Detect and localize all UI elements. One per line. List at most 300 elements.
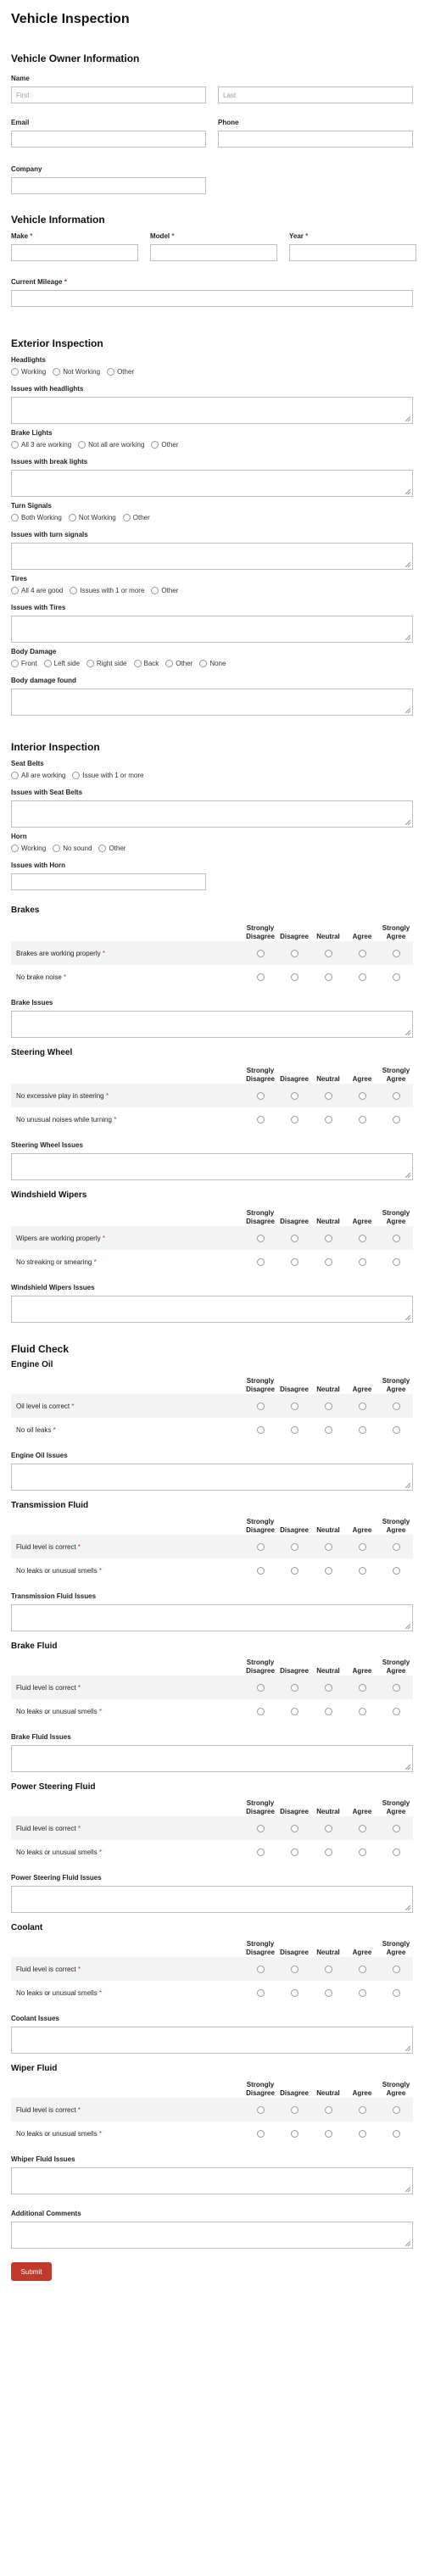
mileage-input[interactable]	[11, 290, 413, 307]
matrix-radio-button[interactable]	[359, 1116, 366, 1124]
matrix-column-header	[311, 1386, 345, 1394]
matrix-radio-button[interactable]	[393, 1402, 400, 1410]
matrix-radio-button[interactable]	[359, 1989, 366, 1997]
coolant-issues-label: Coolant Issues	[11, 2015, 59, 2022]
radio-button[interactable]	[165, 660, 173, 667]
matrix-radio-button[interactable]	[257, 1543, 265, 1551]
matrix-radio-button[interactable]	[359, 973, 366, 981]
radio-option[interactable]	[53, 845, 92, 852]
tires-issues-textarea[interactable]	[11, 616, 413, 643]
radio-option[interactable]	[151, 441, 178, 449]
radio-option[interactable]	[86, 660, 127, 667]
radio-button[interactable]	[86, 660, 94, 667]
matrix-radio-button[interactable]	[359, 1567, 366, 1575]
year-input[interactable]	[289, 244, 416, 261]
seat-belts-issues-textarea[interactable]	[11, 800, 413, 828]
matrix-radio-button[interactable]	[325, 1116, 332, 1124]
matrix-row	[11, 1084, 413, 1107]
matrix-cell	[277, 1235, 311, 1242]
brake-issues-textarea[interactable]	[11, 1011, 413, 1038]
matrix-radio-button[interactable]	[291, 950, 298, 957]
turn-signals-label: Turn Signals	[11, 502, 52, 510]
matrix-column-header-line: Disagree	[246, 1218, 275, 1225]
matrix-radio-button[interactable]	[291, 1825, 298, 1832]
radio-option[interactable]	[123, 514, 150, 521]
matrix-cell	[345, 2106, 379, 2114]
brakes-title: Brakes	[11, 906, 40, 915]
matrix-radio-button[interactable]	[325, 1258, 332, 1266]
matrix-radio-button[interactable]	[325, 1402, 332, 1410]
matrix-cell	[277, 1825, 311, 1832]
first-name-input[interactable]: First	[11, 86, 206, 103]
company-input[interactable]	[11, 177, 206, 194]
matrix-row-label	[11, 2106, 243, 2114]
matrix-radio-button[interactable]	[325, 1684, 332, 1692]
matrix-radio-button[interactable]	[291, 1092, 298, 1100]
matrix-cell	[311, 1965, 345, 1973]
radio-option[interactable]	[165, 660, 192, 667]
email-label: Email	[11, 119, 30, 126]
matrix-cell	[345, 1235, 379, 1242]
required-mark: *	[53, 1425, 56, 1434]
additional-comments-label: Additional Comments	[11, 2210, 81, 2217]
steering-wheel-issues-textarea[interactable]	[11, 1153, 413, 1180]
radio-option[interactable]	[11, 441, 71, 449]
matrix-column-header	[345, 2089, 379, 2098]
matrix-radio-button[interactable]	[393, 950, 400, 957]
wiper-fluid-group	[11, 2064, 413, 2205]
steering-wheel-issues-label: Steering Wheel Issues	[11, 1141, 83, 1149]
matrix-row-text: Fluid level is correct	[16, 2105, 76, 2114]
matrix-column-header-line: Disagree	[280, 1949, 309, 1956]
radio-button[interactable]	[78, 441, 86, 449]
radio-button[interactable]	[53, 368, 60, 376]
matrix-radio-button[interactable]	[291, 1543, 298, 1551]
matrix-column-header	[379, 1659, 413, 1676]
radio-option-label: Other	[161, 441, 179, 449]
radio-button[interactable]	[134, 660, 142, 667]
matrix-radio-button[interactable]	[359, 2106, 366, 2114]
matrix-cell	[345, 2130, 379, 2138]
required-mark: *	[77, 2105, 81, 2114]
matrix-radio-button[interactable]	[291, 973, 298, 981]
matrix-radio-button[interactable]	[291, 1258, 298, 1266]
matrix-row-label	[11, 1567, 243, 1575]
matrix-column-header	[345, 1667, 379, 1676]
brake-fluid-issues-textarea[interactable]	[11, 1745, 413, 1772]
matrix-radio-button[interactable]	[291, 2130, 298, 2138]
matrix-column-header	[311, 933, 345, 941]
matrix-radio-button[interactable]	[257, 1684, 265, 1692]
radio-button[interactable]	[11, 660, 19, 667]
phone-input[interactable]	[218, 131, 413, 148]
radio-option[interactable]	[53, 368, 100, 376]
windshield-wipers-issues-label: Windshield Wipers Issues	[11, 1284, 95, 1291]
body-damage-found-textarea[interactable]	[11, 689, 413, 716]
matrix-radio-button[interactable]	[325, 1235, 332, 1242]
power-steering-fluid-issues-textarea[interactable]	[11, 1886, 413, 1913]
engine-oil-matrix	[11, 1372, 413, 1441]
required-mark: *	[71, 1402, 75, 1410]
model-input[interactable]	[150, 244, 277, 261]
matrix-header	[11, 1794, 413, 1816]
matrix-column-header-line: Strongly	[382, 1940, 410, 1948]
radio-button[interactable]	[98, 845, 106, 852]
phone-label: Phone	[218, 119, 239, 126]
matrix-radio-button[interactable]	[393, 1825, 400, 1832]
matrix-row	[11, 1107, 413, 1131]
radio-option[interactable]	[11, 514, 62, 521]
horn-issues-input[interactable]	[11, 873, 206, 890]
matrix-radio-button[interactable]	[325, 1567, 332, 1575]
matrix-row	[11, 941, 413, 965]
matrix-column-header-line: Agree	[386, 1218, 406, 1225]
matrix-radio-button[interactable]	[257, 1825, 265, 1832]
matrix-radio-button[interactable]	[325, 1708, 332, 1715]
radio-option-label: Not all are working	[88, 441, 145, 449]
vehicle-section-title: Vehicle Information	[11, 214, 105, 226]
matrix-radio-button[interactable]	[257, 1567, 265, 1575]
radio-button[interactable]	[11, 772, 19, 779]
matrix-radio-button[interactable]	[257, 1426, 265, 1434]
radio-button[interactable]	[70, 587, 77, 594]
headlights-label: Headlights	[11, 356, 46, 364]
required-mark: *	[77, 1965, 81, 1973]
matrix-row-text: No unusual noises while turning	[16, 1115, 112, 1124]
coolant-issues-textarea[interactable]	[11, 2027, 413, 2054]
matrix-radio-button[interactable]	[393, 1543, 400, 1551]
engine-oil-issues-label: Engine Oil Issues	[11, 1452, 68, 1459]
matrix-header	[11, 1204, 413, 1226]
matrix-cell	[345, 973, 379, 981]
matrix-row-label	[11, 1989, 243, 1997]
body-damage-label: Body Damage	[11, 648, 57, 655]
matrix-radio-button[interactable]	[393, 1092, 400, 1100]
horn-issues-label: Issues with Horn	[11, 861, 66, 869]
matrix-radio-button[interactable]	[325, 950, 332, 957]
email-input[interactable]	[11, 131, 206, 148]
matrix-cell	[243, 1708, 277, 1715]
matrix-cell	[379, 1402, 413, 1410]
make-input[interactable]	[11, 244, 138, 261]
whiper-fluid-issues-textarea[interactable]	[11, 2167, 413, 2194]
horn-label: Horn	[11, 833, 27, 840]
matrix-row-text: Fluid level is correct	[16, 1824, 76, 1832]
last-name-input[interactable]: Last	[218, 86, 413, 103]
matrix-row	[11, 1250, 413, 1274]
matrix-column-header	[277, 1808, 311, 1816]
steering-wheel-title: Steering Wheel	[11, 1048, 73, 1057]
matrix-radio-button[interactable]	[393, 973, 400, 981]
matrix-row-text: Brakes are working properly	[16, 949, 101, 957]
matrix-radio-button[interactable]	[393, 1426, 400, 1434]
radio-option-label: None	[209, 660, 226, 667]
matrix-cell	[243, 973, 277, 981]
matrix-radio-button[interactable]	[359, 1426, 366, 1434]
additional-comments-textarea[interactable]	[11, 2222, 413, 2249]
matrix-radio-button[interactable]	[257, 1989, 265, 1997]
matrix-radio-button[interactable]	[359, 1965, 366, 1973]
radio-button[interactable]	[123, 514, 131, 521]
matrix-radio-button[interactable]	[291, 1684, 298, 1692]
matrix-column-header	[379, 1799, 413, 1816]
engine-oil-group	[11, 1360, 413, 1501]
matrix-radio-button[interactable]	[325, 973, 332, 981]
owner-section-title: Vehicle Owner Information	[11, 53, 140, 64]
matrix-radio-button[interactable]	[291, 1116, 298, 1124]
matrix-cell	[379, 1258, 413, 1266]
matrix-radio-button[interactable]	[257, 2106, 265, 2114]
radio-option[interactable]	[44, 660, 80, 667]
matrix-cell	[243, 950, 277, 957]
radio-button[interactable]	[11, 514, 19, 521]
matrix-radio-button[interactable]	[257, 1402, 265, 1410]
radio-button[interactable]	[11, 587, 19, 594]
radio-option[interactable]	[199, 660, 226, 667]
matrix-cell	[243, 1684, 277, 1692]
vehicle-section	[11, 205, 413, 332]
matrix-cell	[243, 1543, 277, 1551]
whiper-fluid-issues-label: Whiper Fluid Issues	[11, 2155, 75, 2163]
matrix-radio-button[interactable]	[393, 1684, 400, 1692]
matrix-cell	[311, 1116, 345, 1124]
windshield-wipers-issues-textarea[interactable]	[11, 1296, 413, 1323]
matrix-cell	[277, 2130, 311, 2138]
matrix-row	[11, 1840, 413, 1864]
matrix-cell	[311, 1235, 345, 1242]
brake-lights-issues-textarea[interactable]	[11, 470, 413, 497]
matrix-column-header-line: Disagree	[280, 1808, 309, 1815]
engine-oil-issues-textarea[interactable]	[11, 1464, 413, 1491]
radio-option[interactable]	[98, 845, 126, 852]
radio-button[interactable]	[151, 587, 159, 594]
radio-option[interactable]	[107, 368, 134, 376]
transmission-fluid-issues-textarea[interactable]	[11, 1604, 413, 1631]
radio-option[interactable]	[134, 660, 159, 667]
matrix-radio-button[interactable]	[291, 1848, 298, 1856]
matrix-column-header	[311, 2089, 345, 2098]
radio-option-label: Both Working	[21, 514, 62, 521]
radio-option[interactable]	[11, 587, 63, 594]
matrix-column-header	[277, 1075, 311, 1084]
matrix-radio-button[interactable]	[291, 2106, 298, 2114]
matrix-row-text: No leaks or unusual smells	[16, 1988, 98, 1997]
matrix-radio-button[interactable]	[291, 1965, 298, 1973]
matrix-radio-button[interactable]	[325, 1426, 332, 1434]
matrix-radio-button[interactable]	[257, 1235, 265, 1242]
matrix-radio-button[interactable]	[325, 1543, 332, 1551]
matrix-column-header	[277, 1526, 311, 1535]
matrix-radio-button[interactable]	[393, 2130, 400, 2138]
matrix-radio-button[interactable]	[257, 1708, 265, 1715]
transmission-fluid-title: Transmission Fluid	[11, 1501, 89, 1510]
matrix-radio-button[interactable]	[359, 1092, 366, 1100]
matrix-radio-button[interactable]	[359, 1825, 366, 1832]
submit-button[interactable]: Submit	[11, 2262, 52, 2281]
matrix-radio-button[interactable]	[359, 1258, 366, 1266]
matrix-cell	[379, 1092, 413, 1100]
fluid-container	[11, 1360, 413, 2205]
matrix-radio-button[interactable]	[325, 2106, 332, 2114]
radio-button[interactable]	[69, 514, 76, 521]
required-mark: *	[64, 973, 67, 981]
turn-signals-issues-textarea[interactable]	[11, 543, 413, 570]
matrix-cell	[345, 1116, 379, 1124]
matrix-column-header-line: Agree	[386, 1075, 406, 1083]
matrix-radio-button[interactable]	[359, 2130, 366, 2138]
radio-option[interactable]	[78, 441, 144, 449]
matrix-column-header	[345, 1808, 379, 1816]
matrix-row	[11, 1699, 413, 1723]
matrix-radio-button[interactable]	[291, 1708, 298, 1715]
matrix-column-header	[243, 924, 277, 941]
matrix-radio-button[interactable]	[257, 950, 265, 957]
matrix-column-header	[345, 1526, 379, 1535]
radio-button[interactable]	[72, 772, 80, 779]
matrix-radio-button[interactable]	[291, 1235, 298, 1242]
matrix-column-header	[243, 1067, 277, 1084]
matrix-radio-button[interactable]	[325, 1989, 332, 1997]
matrix-row-label	[11, 1965, 243, 1973]
additional-comments-field	[11, 2205, 413, 2255]
matrix-cell	[243, 1848, 277, 1856]
radio-button[interactable]	[107, 368, 114, 376]
matrix-radio-button[interactable]	[393, 1965, 400, 1973]
radio-button[interactable]	[53, 845, 60, 852]
matrix-column-header-line: Neutral	[316, 1526, 340, 1534]
radio-button[interactable]	[11, 441, 19, 449]
matrix-radio-button[interactable]	[325, 2130, 332, 2138]
horn-radio-group	[11, 845, 413, 852]
matrix-column-header-line: Neutral	[316, 1218, 340, 1225]
matrix-radio-button[interactable]	[325, 1848, 332, 1856]
turn-signals-radio-group	[11, 514, 413, 521]
matrix-column-header	[311, 1218, 345, 1226]
matrix-radio-button[interactable]	[257, 1116, 265, 1124]
matrix-column-header	[243, 1659, 277, 1676]
matrix-radio-button[interactable]	[393, 1848, 400, 1856]
matrix-cell	[311, 973, 345, 981]
matrix-radio-button[interactable]	[393, 1708, 400, 1715]
matrix-radio-button[interactable]	[325, 1092, 332, 1100]
matrix-cell	[345, 1543, 379, 1551]
matrix-radio-button[interactable]	[257, 2130, 265, 2138]
matrix-cell	[277, 1092, 311, 1100]
tires-issues-label: Issues with Tires	[11, 604, 66, 611]
matrix-cell	[311, 1092, 345, 1100]
matrix-radio-button[interactable]	[393, 1258, 400, 1266]
matrix-radio-button[interactable]	[325, 1965, 332, 1973]
matrix-radio-button[interactable]	[359, 950, 366, 957]
matrix-radio-button[interactable]	[359, 1402, 366, 1410]
matrix-radio-button[interactable]	[359, 1235, 366, 1242]
matrix-column-header	[379, 1518, 413, 1535]
matrix-column-header	[379, 1067, 413, 1084]
matrix-radio-button[interactable]	[291, 1426, 298, 1434]
turn-signals-issues-label: Issues with turn signals	[11, 531, 88, 538]
matrix-row-label	[11, 1825, 243, 1832]
radio-option[interactable]	[11, 660, 37, 667]
matrix-radio-button[interactable]	[325, 1825, 332, 1832]
matrix-radio-button[interactable]	[393, 1235, 400, 1242]
matrix-column-header-line: Disagree	[280, 2089, 309, 2097]
matrix-row-text: Fluid level is correct	[16, 1965, 76, 1973]
matrix-radio-button[interactable]	[291, 1402, 298, 1410]
matrix-column-header-line: Disagree	[246, 933, 275, 940]
matrix-radio-button[interactable]	[359, 1848, 366, 1856]
brakes-matrix	[11, 919, 413, 989]
fluid-section-title: Fluid Check	[11, 1343, 70, 1355]
radio-button[interactable]	[11, 368, 19, 376]
required-mark: *	[98, 2129, 102, 2138]
radio-option[interactable]	[11, 845, 46, 852]
matrix-cell	[311, 1567, 345, 1575]
matrix-radio-button[interactable]	[393, 1567, 400, 1575]
matrix-cell	[277, 1965, 311, 1973]
radio-option[interactable]	[70, 587, 144, 594]
matrix-radio-button[interactable]	[359, 1708, 366, 1715]
matrix-cell	[311, 1258, 345, 1266]
headlights-issues-textarea[interactable]	[11, 397, 413, 424]
matrix-radio-button[interactable]	[393, 1989, 400, 1997]
radio-button[interactable]	[11, 845, 19, 852]
matrix-cell	[345, 1092, 379, 1100]
matrix-radio-button[interactable]	[393, 1116, 400, 1124]
matrix-radio-button[interactable]	[393, 2106, 400, 2114]
matrix-column-header-line: Agree	[386, 1667, 406, 1675]
matrix-radio-button[interactable]	[291, 1567, 298, 1575]
radio-option-label: Working	[21, 845, 47, 852]
matrix-cell	[243, 1116, 277, 1124]
engine-oil-issues-field	[11, 1441, 413, 1501]
matrix-column-header-line: Neutral	[316, 1808, 340, 1815]
matrix-radio-button[interactable]	[359, 1684, 366, 1692]
name-label: Name	[11, 75, 30, 82]
brake-fluid-title: Brake Fluid	[11, 1642, 58, 1651]
radio-button[interactable]	[199, 660, 207, 667]
matrix-column-header-line: Strongly	[246, 1659, 275, 1666]
matrix-radio-button[interactable]	[359, 1543, 366, 1551]
required-mark: *	[77, 1683, 81, 1692]
radio-option[interactable]	[72, 772, 143, 779]
matrix-radio-button[interactable]	[257, 1092, 265, 1100]
radio-option[interactable]	[11, 368, 46, 376]
headlights-radio-group	[11, 368, 413, 376]
company-label: Company	[11, 165, 42, 173]
brakes-group	[11, 906, 413, 1048]
matrix-column-header	[243, 1518, 277, 1535]
matrix-cell	[379, 950, 413, 957]
radio-option[interactable]	[11, 772, 65, 779]
windshield-wipers-issues-field	[11, 1274, 413, 1333]
matrix-cell	[243, 2106, 277, 2114]
matrix-radio-button[interactable]	[257, 1965, 265, 1973]
required-mark: *	[77, 1824, 81, 1832]
matrix-row-text: Wipers are working properly	[16, 1234, 101, 1242]
matrix-cell	[243, 1402, 277, 1410]
radio-option[interactable]	[151, 587, 178, 594]
matrix-radio-button[interactable]	[257, 1258, 265, 1266]
matrix-radio-button[interactable]	[291, 1989, 298, 1997]
radio-button[interactable]	[151, 441, 159, 449]
matrix-column-header	[277, 1667, 311, 1676]
matrix-radio-button[interactable]	[257, 1848, 265, 1856]
matrix-column-header	[277, 1949, 311, 1957]
radio-option[interactable]	[69, 514, 116, 521]
matrix-radio-button[interactable]	[257, 973, 265, 981]
brake-fluid-issues-label: Brake Fluid Issues	[11, 1733, 71, 1741]
radio-button[interactable]	[44, 660, 52, 667]
